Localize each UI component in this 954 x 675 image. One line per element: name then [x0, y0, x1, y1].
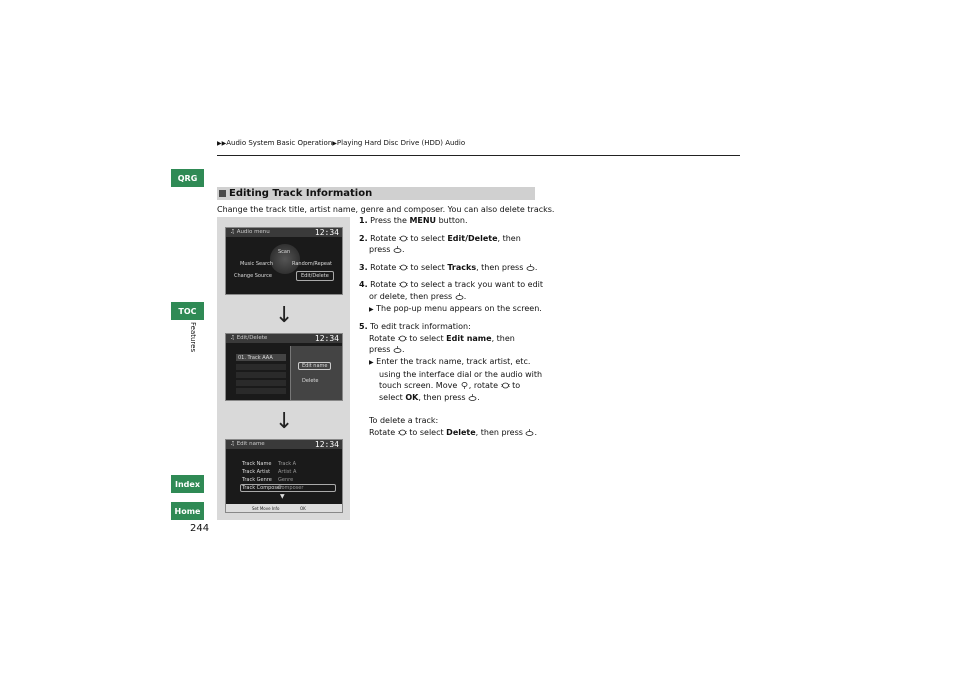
field-label: Track Artist	[242, 469, 271, 475]
delete-line: Rotate to select Delete, then press .	[369, 427, 538, 437]
step-5-note: touch screen. Move , rotate to	[379, 381, 521, 391]
move-dial-icon	[460, 382, 469, 389]
footer-left: Set Move Info	[252, 506, 280, 511]
press-dial-icon	[525, 429, 534, 436]
edit-delete-screen	[225, 333, 343, 401]
rotate-dial-icon	[398, 335, 407, 342]
header-rule	[217, 155, 740, 156]
rotate-dial-icon	[399, 235, 408, 242]
press-dial-icon	[393, 346, 402, 353]
toc-button[interactable]: TOC	[171, 302, 204, 320]
qrg-button[interactable]: QRG	[171, 169, 204, 187]
field-value: Artist A	[278, 469, 297, 475]
edit-name-screen	[225, 439, 343, 513]
rotate-dial-icon	[398, 429, 407, 436]
rotate-dial-icon	[501, 382, 510, 389]
step-1: 1. Press the MENU button.	[359, 216, 468, 225]
menu-item-edit-delete: Edit/Delete	[296, 271, 334, 281]
breadcrumb[interactable]	[217, 139, 465, 147]
step-5-note: using the interface dial or the audio with	[379, 369, 543, 379]
step-5-line: press .	[369, 345, 405, 355]
step-5: 5. To edit track information:	[359, 322, 471, 332]
screen-title: ♫ Audio menu	[230, 229, 270, 235]
track-row: 01. Track AAA	[238, 355, 273, 361]
breadcrumb-arrow-icon: ▶▶	[217, 140, 227, 147]
intro-text: Change the track title, artist name, genre and composer. You can also delete tracks.	[217, 205, 555, 214]
side-label: Features	[189, 322, 197, 353]
step-5-note: select OK, then press .	[379, 392, 480, 402]
breadcrumb-arrow-icon: ▶	[332, 140, 337, 147]
screen-panel	[217, 217, 350, 520]
field-label: Track Name	[242, 461, 272, 467]
scroll-down-icon: ▼	[280, 493, 285, 500]
down-arrow-icon: ↓	[275, 409, 294, 434]
field-value: Genre	[278, 477, 294, 483]
menu-item-change-source: Change Source	[234, 273, 272, 279]
screen-footer	[226, 504, 342, 512]
rotate-dial-icon	[399, 264, 408, 271]
menu-item-music-search: Music Search	[240, 261, 273, 267]
section-heading	[217, 187, 535, 200]
press-dial-icon	[455, 293, 464, 300]
menu-item-scan: Scan	[278, 249, 291, 255]
popup-item-edit-name: Edit name	[298, 362, 331, 370]
screen-clock: 12:34	[314, 334, 339, 343]
down-arrow-icon: ↓	[275, 303, 294, 328]
field-label: Track Genre	[242, 477, 272, 483]
breadcrumb-item-2[interactable]: Playing Hard Disc Drive (HDD) Audio	[336, 139, 466, 147]
rotate-dial-icon	[399, 281, 408, 288]
press-dial-icon	[468, 394, 477, 401]
home-button[interactable]: Home	[171, 502, 204, 520]
press-dial-icon	[526, 264, 535, 271]
footer-right: OK	[300, 506, 306, 511]
press-dial-icon	[393, 246, 402, 253]
screen-title: ♫ Edit name	[230, 441, 265, 447]
note-arrow-icon: ▶	[369, 305, 374, 313]
field-value: Composer	[278, 485, 304, 491]
steps	[359, 215, 544, 439]
step-4: 4. Rotate to select a track you want to edit	[359, 280, 544, 290]
step-3: 3. Rotate to select Tracks, then press .	[359, 262, 538, 272]
track-list	[236, 364, 286, 394]
screen-clock: 12:34	[314, 440, 339, 449]
page-number: 244	[190, 523, 210, 534]
popup-menu	[290, 346, 343, 400]
breadcrumb-item-1[interactable]: Audio System Basic Operation	[226, 139, 333, 147]
section-marker-icon	[219, 190, 226, 197]
screen-title: ♫ Edit/Delete	[230, 335, 268, 341]
step-2: 2. Rotate to select Edit/Delete, then	[359, 233, 521, 243]
step-5-note: ▶ Enter the track name, track artist, etc.	[369, 356, 531, 366]
step-4-cont: or delete, then press .	[369, 291, 467, 301]
step-4-note: ▶ The pop-up menu appears on the screen.	[369, 303, 542, 313]
screen-clock: 12:34	[314, 228, 339, 237]
note-arrow-icon: ▶	[369, 358, 374, 366]
field-label: Track Composer	[242, 485, 283, 491]
field-value: Track A	[278, 461, 297, 467]
audio-menu-screen	[225, 227, 343, 295]
popup-item-delete: Delete	[302, 378, 319, 384]
section-title: Editing Track Information	[229, 188, 373, 199]
step-5-line: Rotate to select Edit name, then	[369, 333, 515, 343]
index-button[interactable]: Index	[171, 475, 204, 493]
delete-heading: To delete a track:	[369, 416, 439, 426]
step-2-cont: press .	[369, 245, 405, 255]
menu-item-random-repeat: Random/Repeat	[292, 261, 332, 267]
